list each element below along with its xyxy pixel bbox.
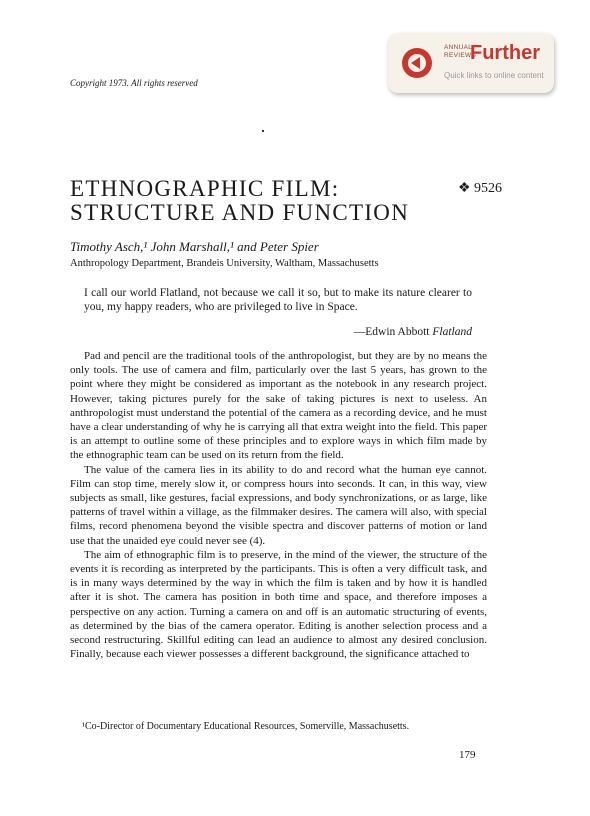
badge-further-word: Further	[470, 42, 540, 64]
epigraph-work: Flatland	[432, 326, 472, 338]
decorative-dot	[262, 130, 264, 132]
body-paragraph: The value of the camera lies in its ability to do and record what the human eye cannot. Film can stop time, merely slow it, or compress hours into seconds. It can, in this way, view subjects as small, like gestures, facial expressions, and body synchronizations, or as large, like patterns of travel within a village, as the filmmaker desires. The camera will also, with special films, record phenomena beyond the visible spectra and discover patterns of motion or land use that the unaided eye could never see (4).	[70, 463, 487, 547]
affiliation-line: Anthropology Department, Brandeis University, Waltham, Massachusetts	[70, 258, 379, 269]
badge-line2: REVIEWS	[444, 51, 477, 59]
title-line-2: STRUCTURE AND FUNCTION	[70, 200, 410, 225]
badge-line1: ANNUAL	[444, 44, 473, 51]
title-line-1: ETHNOGRAPHIC FILM:	[70, 176, 340, 201]
page-number: 179	[459, 749, 476, 761]
epigraph-text: I call our world Flatland, not because we call it so, but to make its nature clearer to you, my happy readers, who are privileged to live in Space.	[84, 287, 472, 313]
back-arrow-icon	[402, 48, 432, 78]
article-title	[70, 177, 409, 225]
body-paragraph: Pad and pencil are the traditional tools of the anthropologist, but they are by no means the only tools. The use of camera and film, particularly over the last 5 years, has grown to the point where they might be considered as important as the notebook in any research project. However, taking pictures purely for the sake of taking pictures is next to useless. An anthropologist must understand the potential of the camera as a recording device, and he must have a clear understanding of why he is carrying all that extra weight into the field. This paper is an attempt to outline some of these principles and to explore ways in which film made by the ethnographic team can be used on its return from the field.	[70, 350, 487, 462]
epigraph-attribution	[280, 326, 472, 338]
footnote: ¹Co-Director of Documentary Educational Resources, Somerville, Massachusetts.	[82, 721, 410, 732]
further-reviews-badge[interactable]	[388, 33, 554, 93]
article-body	[70, 349, 487, 661]
epigraph-author: —Edwin Abbott	[353, 326, 430, 338]
author-line: Timothy Asch,¹ John Marshall,¹ and Peter Spier	[70, 239, 319, 254]
badge-subtitle: Quick links to online content	[444, 71, 544, 80]
copyright-notice: Copyright 1973. All rights reserved	[70, 78, 198, 88]
body-paragraph: The aim of ethnographic film is to preserve, in the mind of the viewer, the structure of the events it is recording as interpreted by the participants. This is often a very difficult task, and is in many ways determined by the way in which the film is taken and by how it is handled after it is shot. The camera has position in both time and space, and therefore imposes a perspective on any action. Turning a camera on and off is an automatic structuring of events, as determined by the bias of the camera operator. Editing is another selection process and a second restructuring. Skillful editing can lead an audience to almost any desired conclusion. Finally, because each viewer possesses a different background, the significance attached to	[70, 548, 487, 661]
article-code: ❖ 9526	[458, 181, 503, 196]
